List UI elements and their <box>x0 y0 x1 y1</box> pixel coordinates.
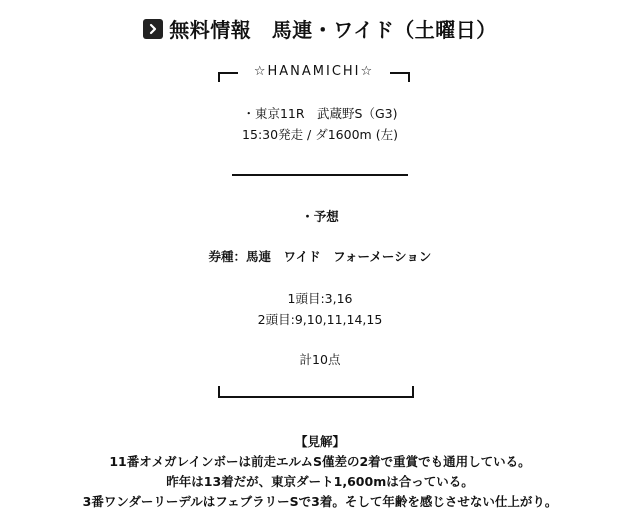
analysis-line: 3番ワンダーリーデルはフェブラリーSで3着。そして年齢を感じさせない仕上がり。 <box>82 494 558 509</box>
bracket-footer <box>218 386 414 398</box>
bracket-line-left <box>218 72 238 74</box>
race-details: 15:30発走 / ダ1600m (左) <box>242 127 398 142</box>
bracket-line-right <box>390 72 410 74</box>
brand-header <box>218 64 410 82</box>
analysis-heading: 【見解】 <box>294 434 345 449</box>
bracket-tick-right <box>408 72 410 82</box>
chevron-right-icon <box>143 19 163 39</box>
analysis-line: 昨年は13着だが、東京ダート1,600mは合っている。 <box>166 474 474 489</box>
bracket-tick-left <box>218 72 220 82</box>
divider <box>232 174 408 176</box>
total-bets: 計10点 <box>299 352 341 367</box>
race-name: ・東京11R 武蔵野S（G3) <box>242 106 398 121</box>
ticket-type: 券種：馬連 ワイド フォーメーション <box>208 249 432 264</box>
second-horse-picks: 2頭目:9,10,11,14,15 <box>257 312 383 327</box>
title-row <box>0 14 640 43</box>
prediction-heading: ・予想 <box>301 209 339 224</box>
first-horse-picks: 1頭目:3,16 <box>287 291 353 306</box>
analysis-line: 11番オメガレインボーは前走エルムS僅差の2着で重賞でも通用している。 <box>109 454 531 469</box>
brand-name: ☆HANAMICHI☆ <box>253 64 375 79</box>
page-title: 無料情報 馬連・ワイド（土曜日） <box>169 18 497 42</box>
